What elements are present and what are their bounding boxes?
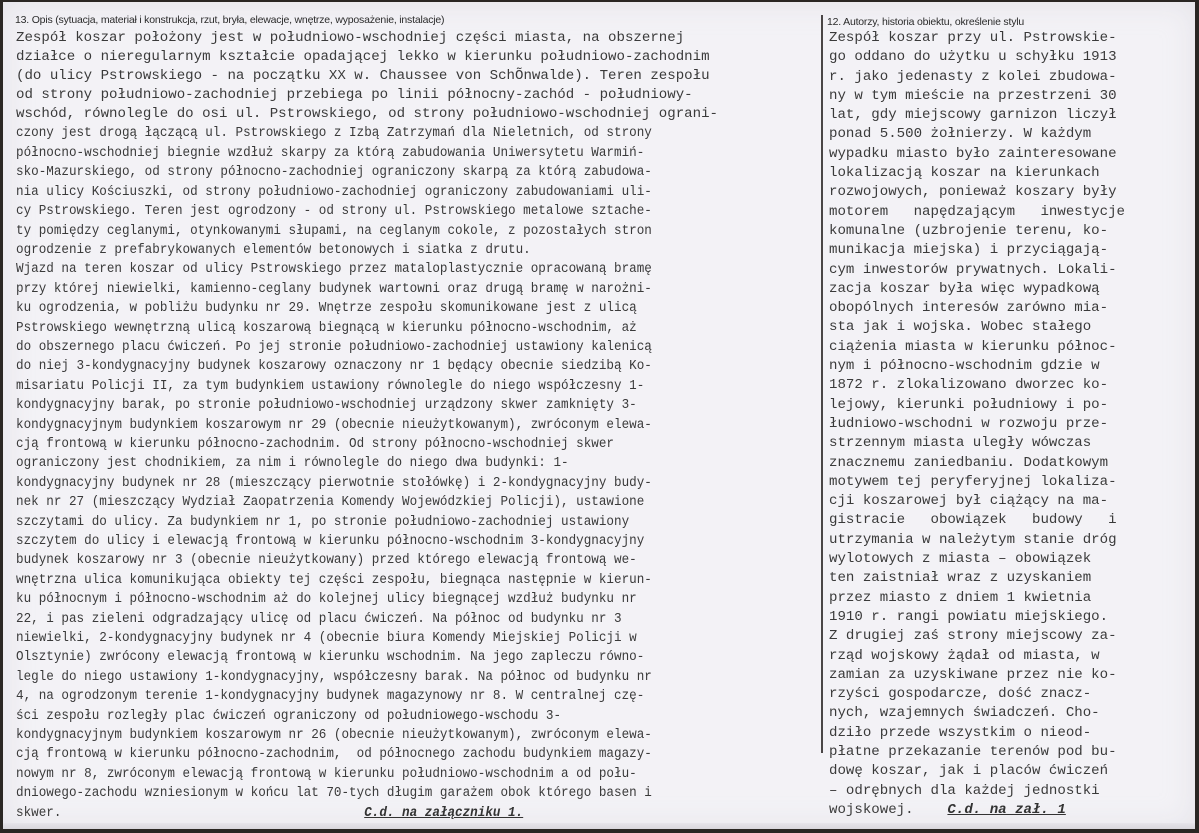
text-line: komunalne (uzbrojenie terenu, ko- [829, 222, 1109, 239]
text-line: płatne przekazanie terenów pod bu- [829, 743, 1117, 760]
text-line: lat, gdy miejscowy garnizon liczył [829, 107, 1117, 124]
text-line: niewielki, 2-kondygnacyjny budynek nr 4 (obecnie biura Komendy Miejskiej Policji w [16, 630, 637, 647]
text-line: rozwojowych, ponieważ koszary były [829, 184, 1117, 201]
text-line: lejowy, kierunki południowy i po- [829, 396, 1109, 413]
text-line: wschód, równolegle do osi ul. Pstrowskiego, od strony południowo-wschodniej ograni- [16, 106, 718, 123]
text-line: rzyści gospodarcze, dość znacz- [829, 686, 1092, 703]
text-line: nia ulicy Kościuszki, od strony południowo-zachodniej ograniczony zabudowaniami uli- [16, 183, 652, 200]
text-line: nym i północno-wschodnim gdzie w [829, 358, 1100, 375]
text-line: do obszernego placu ćwiczeń. Po jej stronie południowo-zachodniej ustawiony kalenicą [16, 338, 652, 355]
text-line: r. jako jedenasty z kolei zbudowa- [829, 68, 1117, 85]
text-line: ograniczony jest chodnikiem, za nim i równolegle do niego dwa budynki: 1- [16, 455, 569, 472]
text-line: 4, na ogrodzonym terenie 1-kondygnacyjny budynek magazynowy nr 8. W centralnej czę- [16, 688, 645, 705]
text-line: Zespół koszar położony jest w południowo-wschodniej części miasta, na obszernej [16, 30, 685, 46]
text-line: zacja koszar była więc wypadkową [829, 280, 1100, 297]
text-line: strzennym miasta uległy wówczas [829, 435, 1092, 452]
text-line: ty pomiędzy ceglanymi, otynkowanymi słupami, na ceglanym cokole, z pozostałych stron [16, 222, 652, 239]
text-line: czony jest drogą łączącą ul. Pstrowskiego z Izbą Zatrzymań dla Nieletnich, od strony [16, 125, 652, 142]
text-line: 22, i pas zieleni odgradzający ulicę od placu ćwiczeń. Na północ od budynku nr 3 [16, 610, 622, 627]
section-13-title: 13. Opis (sytuacja, materiał i konstrukcja, rzut, bryła, elewacje, wnętrze, wyposażenie, instalacje) [15, 14, 445, 26]
text-line: Z drugiej zaś strony miejscowy za- [829, 628, 1117, 645]
text-line: Wjazd na teren koszar od ulicy Pstrowskiego przez mataloplastycznie opracowaną bramę [16, 261, 652, 278]
text-line: przy której niewielki, kamienno-ceglany budynek wartowni oraz drugą bramę w narożni- [16, 280, 652, 297]
section-12-history [829, 29, 1194, 820]
section-13-description [16, 29, 816, 823]
text-line: gistracie obowiązek budowy i [829, 512, 1117, 529]
text-line: budynek koszarowy nr 3 (obecnie nieużytkowany) przed którego elewacją frontową we- [16, 552, 637, 569]
text-line: północno-wschodniej biegnie wzdłuż skarpy za którą zabudowania Uniwersytetu Warmiń- [16, 144, 645, 161]
description-text-wide [16, 29, 816, 124]
text-line: ny w tym mieście na przestrzeni 30 [829, 87, 1117, 104]
text-line: od strony południowo-zachodniej przebiega po linii północny-zachód - południowy- [16, 87, 693, 104]
text-line: ści zespołu rozległy plac ćwiczeń ograniczony od południowego-wschodu 3- [16, 707, 562, 724]
text-line: Olsztynie) zwrócony elewacją frontową w kierunku wschodnim. Na jego zapleczu równo- [16, 649, 645, 666]
text-line: rząd wojskowy żądał od miasta, w [829, 647, 1100, 664]
text-line: zamian za uzyskiwane przez nie ko- [829, 666, 1117, 683]
text-line: ku ogrodzenia, w pobliżu budynku nr 29. Wnętrze zespołu skomunikowane jest z ulicą [16, 300, 637, 317]
continuation-link[interactable]: C.d. na załączniku 1. [364, 804, 524, 821]
text-line: sko-Mazurskiego, od strony północno-zachodniej ograniczony skarpą za którą zabudowa- [16, 164, 652, 181]
scanned-document-page [3, 2, 1195, 829]
text-line: wylotowych z miasta – obowiązek [829, 551, 1092, 568]
text-line: znacznemu zaniedbaniu. Dodatkowym [829, 454, 1109, 471]
text-line: dowę koszar, jak i placów ćwiczeń [829, 763, 1109, 780]
column-divider [821, 15, 823, 753]
text-line: cji koszarowej był ciążący na ma- [829, 493, 1109, 510]
text-line: cją frontową w kierunku północno-zachodnim, od północnego zachodu budynkiem magazy- [16, 746, 652, 763]
text-line: łudniowo-wschodni w rozwoju prze- [829, 415, 1109, 432]
text-line: misariatu Policji II, za tym budynkiem ustawiony równolegle do niego współczesny 1- [16, 377, 645, 394]
text-line: 1910 r. rangi powiatu miejskiego. [829, 608, 1109, 625]
text-line: wypadku miasto było zainteresowane [829, 145, 1117, 162]
text-line: ponad 5.500 żołnierzy. W każdym [829, 126, 1092, 143]
text-line: nek nr 27 (mieszczący Wydział Zaopatrzenia Komendy Wojewódzkiej Policji), ustawione [16, 494, 645, 511]
text-line: ku północnym i północno-wschodnim aż do kolejnej ulicy biegnącej wzdłuż budynku nr [16, 591, 637, 608]
text-line: ciążenia miasta w kierunku północ- [829, 338, 1117, 355]
section-12-title: 12. Autorzy, historia obiektu, określenie stylu [827, 16, 1025, 28]
continuation-link[interactable]: C.d. na zał. 1 [947, 801, 1066, 818]
text-line: szczytem do ulicy i elewacją frontową w kierunku północno-wschodnim 3-kondygnacyjny [16, 533, 645, 549]
text-line: lokalizacją koszar na kierunkach [829, 165, 1100, 182]
text-line: obopólnych interesów zarówno mia- [829, 300, 1109, 317]
text-line: go oddano do użytku u schyłku 1913 [829, 49, 1117, 66]
text-line: ogrodzenie z prefabrykowanych elementów betonowych i siatka z drutu. [16, 241, 531, 258]
last-line-text: skwer. [16, 804, 62, 821]
text-line: – odrębnych dla każdej jednostki [829, 782, 1100, 799]
text-line: (do ulicy Pstrowskiego - na początku XX w. Chaussee von SchÕnwalde). Teren zespołu [16, 68, 710, 85]
text-line: kondygnacyjny budynek nr 28 (mieszczący pierwotnie stołówkę) i 2-kondygnacyjny budy- [16, 474, 652, 491]
last-line-text: wojskowej. [829, 801, 914, 818]
text-line: motorem napędzającym inwestycje [829, 203, 1126, 220]
text-line: munikacja miejska) i przyciągają- [829, 242, 1109, 259]
text-line: cy Pstrowskiego. Teren jest ogrodzony - od strony ul. Pstrowskiego metalowe sztache- [16, 203, 652, 220]
text-line: cją frontową w kierunku północno-zachodnim. Od strony północno-wschodniej skwer [16, 435, 614, 452]
text-line: przez miasto z dniem 1 kwietnia [829, 589, 1092, 606]
text-line: do niej 3-kondygnacyjny budynek koszarowy oznaczony nr 1 będący obecnie siedzibą Ko- [16, 358, 652, 375]
description-text-narrow [16, 124, 822, 823]
text-line: 1872 r. zlokalizowano dworzec ko- [829, 377, 1109, 394]
text-line: Pstrowskiego wewnętrzną ulicą koszarową biegnącą w kierunku północno-wschodnim, aż [16, 319, 637, 336]
text-line: ten zaistniał wraz z uzyskaniem [829, 570, 1092, 587]
text-line: dziło przede wszystkim o nieod- [829, 724, 1092, 741]
text-line: sta jak i wojska. Wobec stałego [829, 319, 1092, 336]
text-line: legle do niego ustawiony 1-kondygnacyjny, współczesny barak. Na północ od budynku nr [16, 668, 652, 685]
text-line: kondygnacyjnym budynkiem koszarowym nr 26 (obecnie nieużytkowanym), zwróconym elewa- [16, 727, 652, 744]
text-line: działce o nieregularnym kształcie opadającej lekko w kierunku południowo-zachodnim [16, 49, 710, 66]
text-line: dniowego-zachodu wzniesionym w końcu lat 70-tych długim garażem obok którego basen i [16, 785, 652, 802]
text-line: szczytami do ulicy. Za budynkiem nr 1, po stronie południowo-zachodniej ustawiony [16, 513, 630, 530]
text-line: wnętrzna ulica komunikująca obiekty tej części zespołu, biegnąca następnie w kierun- [16, 571, 652, 588]
text-line: cym inwestorów prywatnych. Lokali- [829, 261, 1117, 278]
text-line: motywem tej peryferyjnej lokaliza- [829, 473, 1117, 490]
text-line: nowym nr 8, zwróconym elewacją frontową w kierunku południowo-wschodnim a od połu- [16, 765, 637, 782]
text-line: nych, wzajemnych świadczeń. Cho- [829, 705, 1100, 722]
text-line: kondygnacyjnym budynkiem koszarowym nr 29 (obecnie nieużytkowanym), zwróconym elewa- [16, 416, 652, 433]
text-line: Zespół koszar przy ul. Pstrowskie- [829, 30, 1117, 46]
text-line: kondygnacyjny barak, po stronie południowo-wschodniej urządzony skwer zamknięty 3- [16, 397, 637, 414]
text-line: utrzymania w należytym stanie dróg [829, 531, 1117, 548]
